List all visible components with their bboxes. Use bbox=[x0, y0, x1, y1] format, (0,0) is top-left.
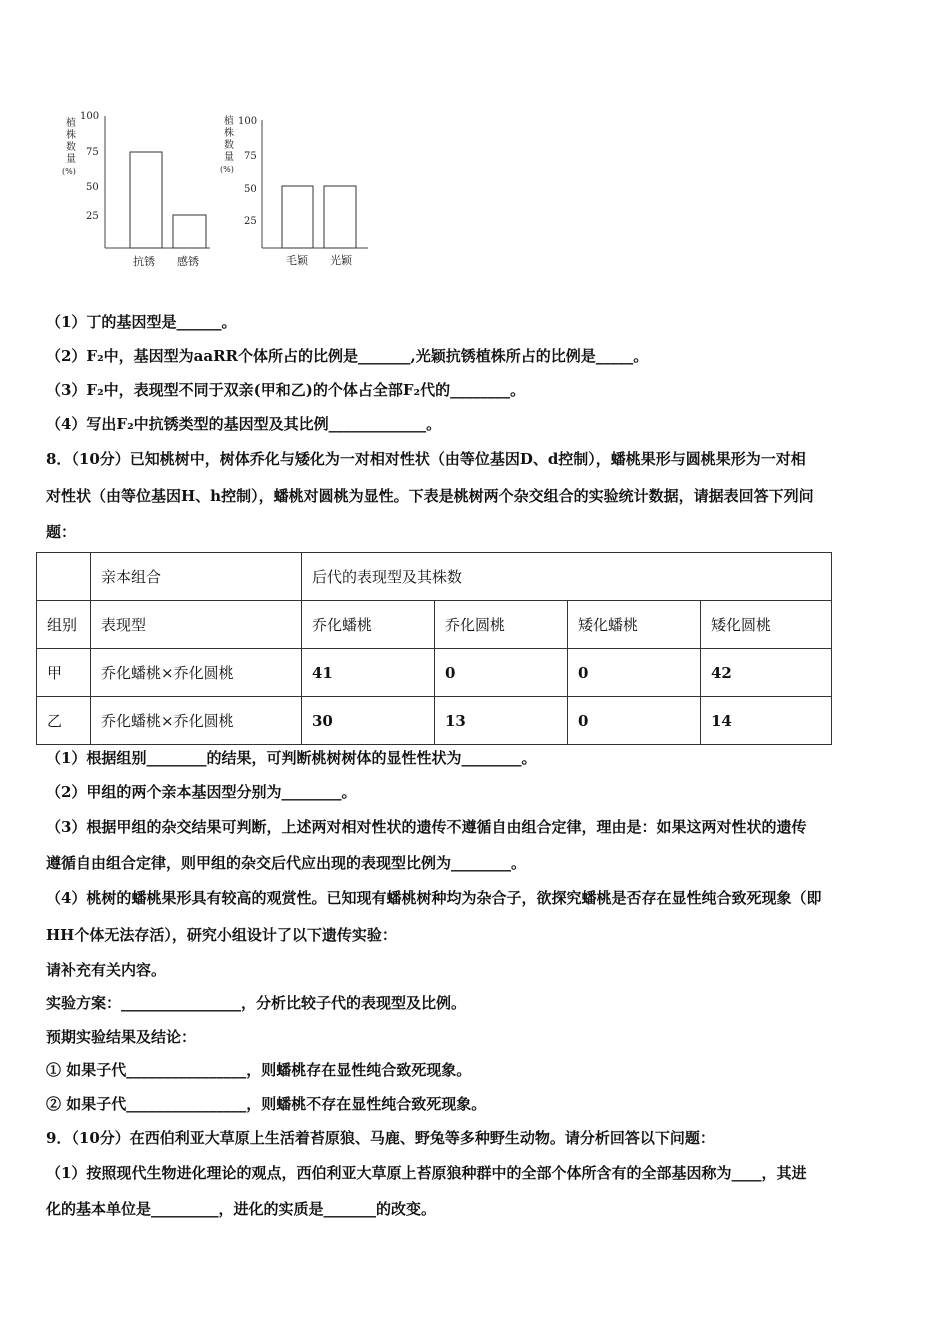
table-cell: 乔化蟠桃×乔化圆桃 bbox=[91, 649, 302, 697]
y-label-char: 数 bbox=[224, 140, 234, 151]
q8-sub: 预期实验结果及结论： bbox=[46, 1028, 197, 1046]
table-row bbox=[37, 649, 832, 697]
q8-intro: 题： bbox=[46, 523, 77, 541]
bar-kangxiu bbox=[130, 152, 162, 248]
table-cell: 后代的表现型及其株数 bbox=[302, 553, 832, 601]
x-tick-label: 毛颖 bbox=[286, 254, 308, 267]
table-row bbox=[37, 697, 832, 745]
y-label-char: (%) bbox=[62, 167, 76, 176]
q8-intro: 对性状（由等位基因H、h控制），蟠桃对圆桃为显性。下表是桃树两个杂交组合的实验统计数据，请据表回答下列问 bbox=[46, 487, 814, 505]
q9-sub: （1）按照现代生物进化理论的观点，西伯利亚大草原上苔原狼种群中的全部个体所含有的全部基因称为____，其进 bbox=[46, 1164, 807, 1182]
q7-sub3: （3）F₂中，表现型不同于双亲(甲和乙)的个体占全部F₂代的________。 bbox=[46, 381, 526, 399]
table-cell: 30 bbox=[302, 697, 435, 745]
table-cell: 0 bbox=[435, 649, 568, 697]
table-cell: 0 bbox=[568, 697, 701, 745]
q8-sub: ② 如果子代________________，则蟠桃不存在显性纯合致死现象。 bbox=[46, 1095, 487, 1113]
table-cell: 0 bbox=[568, 649, 701, 697]
chart-rust-resistance bbox=[60, 106, 220, 271]
bar-guangying bbox=[324, 186, 356, 248]
q7-sub1: （1）丁的基因型是______。 bbox=[46, 313, 237, 331]
table-cell: 乔化蟠桃 bbox=[302, 601, 435, 649]
table-cell: 矮化圆桃 bbox=[701, 601, 832, 649]
y-label-char: (%) bbox=[220, 165, 234, 174]
q8-sub: （1）根据组别________的结果，可判断桃树树体的显性性状为________。 bbox=[46, 749, 537, 767]
y-label-char: 株 bbox=[224, 128, 234, 139]
q8-intro: 8．（10分）已知桃树中，树体乔化与矮化为一对相对性状（由等位基因D、d控制），蟠桃果形与圆桃果形为一对相 bbox=[46, 450, 806, 468]
table-cell: 甲 bbox=[37, 649, 91, 697]
x-tick-label: 光颖 bbox=[330, 254, 352, 267]
table-cell: 乔化圆桃 bbox=[435, 601, 568, 649]
q8-sub: 实验方案：________________，分析比较子代的表现型及比例。 bbox=[46, 994, 467, 1012]
table-header-row bbox=[37, 553, 832, 601]
q8-sub: ① 如果子代________________，则蟠桃存在显性纯合致死现象。 bbox=[46, 1061, 472, 1079]
table-cell: 乔化蟠桃×乔化圆桃 bbox=[91, 697, 302, 745]
q8-sub: （3）根据甲组的杂交结果可判断，上述两对相对性状的遗传不遵循自由组合定律，理由是：如果这两对性状的遗传 bbox=[46, 818, 807, 836]
q8-sub: （2）甲组的两个亲本基因型分别为________。 bbox=[46, 783, 357, 801]
q9-sub: 化的基本单位是_________，进化的实质是_______的改变。 bbox=[46, 1200, 437, 1218]
y-label-char: 植 bbox=[224, 116, 234, 127]
y-tick-label: 100 bbox=[238, 116, 258, 127]
q7-sub4: （4）写出F₂中抗锈类型的基因型及其比例_____________。 bbox=[46, 415, 442, 433]
y-label-char: 量 bbox=[224, 152, 234, 163]
cross-table bbox=[36, 552, 832, 745]
y-tick-label: 75 bbox=[244, 151, 257, 162]
q7-sub2: （2）F₂中，基因型为aaRR个体所占的比例是_______,光颖抗锈植株所占的比例是_____。 bbox=[46, 347, 649, 365]
x-tick-label: 抗锈 bbox=[133, 255, 155, 268]
y-label-char: 量 bbox=[66, 154, 76, 165]
table-cell: 矮化蟠桃 bbox=[568, 601, 701, 649]
table-cell: 乙 bbox=[37, 697, 91, 745]
table-cell: 组别 bbox=[37, 601, 91, 649]
q9-intro: 9．（10分）在西伯利亚大草原上生活着苔原狼、马鹿、野兔等多种野生动物。请分析回答以下问题： bbox=[46, 1129, 715, 1147]
table-cell: 表现型 bbox=[91, 601, 302, 649]
q8-sub: 请补充有关内容。 bbox=[46, 961, 167, 979]
table-cell: 13 bbox=[435, 697, 568, 745]
bar-maoying bbox=[282, 186, 313, 248]
y-tick-label: 25 bbox=[86, 211, 99, 222]
q8-sub: 遵循自由组合定律，则甲组的杂交后代应出现的表现型比例为________。 bbox=[46, 854, 527, 872]
table-cell bbox=[37, 553, 91, 601]
table-cell: 14 bbox=[701, 697, 832, 745]
y-label-char: 数 bbox=[66, 142, 76, 153]
bar-ganxiu bbox=[173, 215, 206, 248]
y-tick-label: 50 bbox=[86, 182, 99, 193]
y-tick-label: 50 bbox=[244, 184, 257, 195]
q8-sub: HH个体无法存活），研究小组设计了以下遗传实验： bbox=[46, 926, 397, 944]
table-cell: 42 bbox=[701, 649, 832, 697]
y-tick-label: 100 bbox=[80, 111, 100, 122]
chart-glume-hair bbox=[220, 110, 380, 272]
table-header-row bbox=[37, 601, 832, 649]
x-tick-label: 感锈 bbox=[177, 255, 199, 268]
y-label-char: 株 bbox=[66, 130, 76, 141]
y-tick-label: 75 bbox=[86, 147, 99, 158]
y-tick-label: 25 bbox=[244, 216, 257, 227]
q8-sub: （4）桃树的蟠桃果形具有较高的观赏性。已知现有蟠桃树种均为杂合子，欲探究蟠桃是否存在显性纯合致死现象（即 bbox=[46, 889, 822, 907]
y-label-char: 植 bbox=[66, 118, 76, 129]
table-cell: 亲本组合 bbox=[91, 553, 302, 601]
table-cell: 41 bbox=[302, 649, 435, 697]
